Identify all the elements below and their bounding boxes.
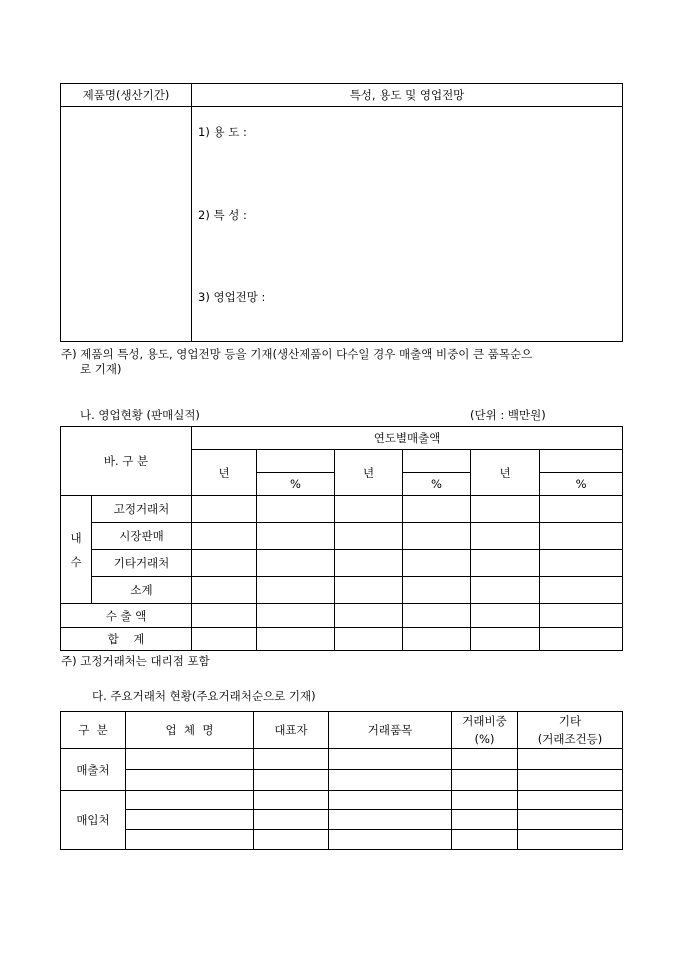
col-category: 바. 구 분 [61,427,192,496]
product-table [60,83,623,342]
features-label: 2) 특 성 : [198,208,247,222]
clients-table [60,711,623,850]
percent-header-3: % [540,473,623,496]
col-other: 기타 (거래조건등) [518,712,623,749]
year-1-amount-header[interactable] [257,450,335,473]
year-1[interactable]: 년 [192,450,257,496]
percent-header-1: % [257,473,335,496]
purchase-clients-label: 매입처 [61,791,126,850]
col-annual-sales: 연도별매출액 [192,427,623,450]
note2: 주) 고정거래처는 대리점 포함 [61,654,210,668]
col-items: 거래품목 [329,712,452,749]
percent-header-2: % [403,473,471,496]
sales-unit: (단위 : 백만원) [470,408,546,422]
row-label-total: 합 계 [61,628,192,651]
header-features: 특성, 용도 및 영업전망 [192,84,623,107]
col-ceo: 대표자 [254,712,329,749]
product-details-cell[interactable] [192,107,623,342]
header-product: 제품명(생산기간) [61,84,192,107]
row-label-subtotal: 소계 [92,577,192,604]
clients-title: 다. 주요거래처 현황(주요거래처순으로 기재) [92,689,316,703]
sales-clients-label: 매출처 [61,749,126,791]
row-label-fixed: 고정거래처 [92,496,192,523]
product-name-cell[interactable] [61,107,192,342]
row-label-export: 수 출 액 [61,604,192,628]
note1 [61,347,626,377]
sales-table [60,426,623,651]
sales-title: 나. 영업현황 (판매실적) [80,408,200,422]
outlook-label: 3) 영업전망 : [198,290,266,304]
col-clients-category: 구 분 [61,712,126,749]
note1-line2: 로 기재) [80,362,122,376]
usage-label: 1) 용 도 : [198,125,247,139]
note1-line1: 주) 제품의 특성, 용도, 영업전망 등을 기재(생산제품이 다수일 경우 매출액 비중이 큰 품목순으 [61,347,533,361]
year-2[interactable]: 년 [335,450,403,496]
col-ratio: 거래비중 (%) [452,712,518,749]
col-company: 업 체 명 [126,712,254,749]
year-3[interactable]: 년 [471,450,540,496]
year-2-amount-header[interactable] [403,450,471,473]
row-label-market: 시장판매 [92,523,192,550]
domestic-label: 내 수 [61,496,92,604]
row-label-other: 기타거래처 [92,550,192,577]
year-3-amount-header[interactable] [540,450,623,473]
